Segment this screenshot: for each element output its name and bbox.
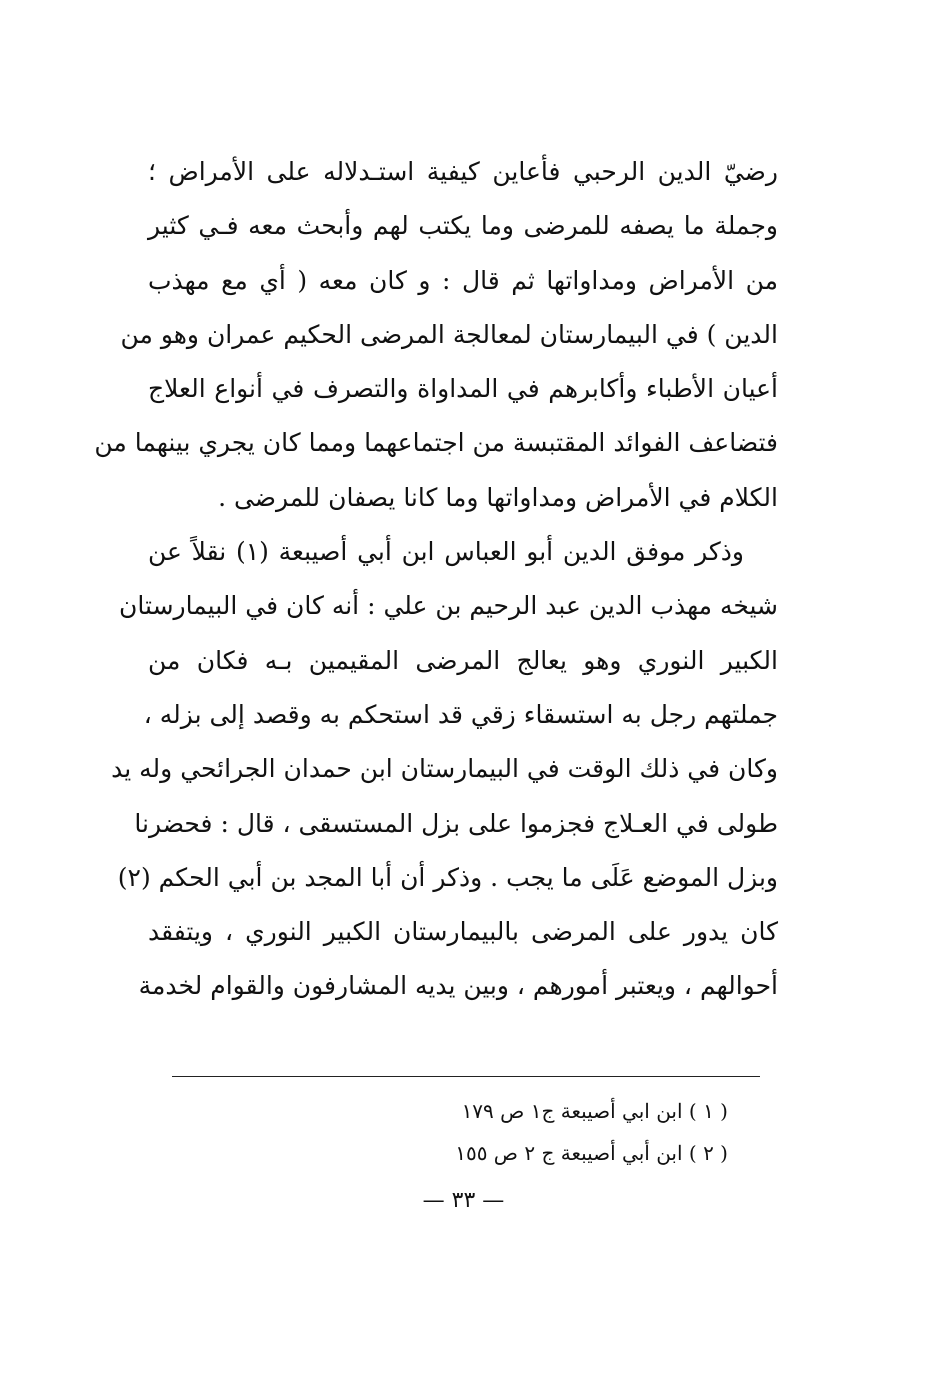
text-line: أعيان الأطباء وأكابرهم في المداواة والتصرف في أنواع العلاج <box>148 374 778 404</box>
text-line: رضيّ الدين الرحبي فأعاين كيفية استـدلاله على الأمراض ؛ <box>148 157 778 186</box>
footnotes <box>172 1090 728 1174</box>
page-number: — ٣٣ — <box>422 1188 505 1213</box>
main-text <box>94 145 778 1014</box>
text-line: شيخه مهذب الدين عبد الرحيم بن علي : أنه كان في البيمارستان <box>119 591 778 621</box>
text-line: كان يدور على المرضى بالبيمارستان الكبير النوري ، ويتفقد <box>148 917 778 947</box>
text-line: الكبير النوري وهو يعالج المرضى المقيمين بـه فكان من <box>148 645 778 675</box>
footnote-divider <box>172 1076 760 1077</box>
text-line: وبزل الموضع عَلَى ما يجب . وذكر أن أبا المجد بن أبي الحكم (٢) <box>117 862 778 892</box>
text-line: من الأمراض ومداواتها ثم قال : و كان معه ( أي مع مهذب <box>148 265 778 295</box>
paragraph-start-line: وذكر موفق الدين أبو العباس ابن أبي أصيبعة (١) نقلاً عن <box>148 537 744 567</box>
text-line: فتضاعف الفوائد المقتبسة من اجتماعهما ومما كان يجري بينهما من <box>94 428 778 458</box>
text-line: وكان في ذلك الوقت في البيمارستان ابن حمدان الجرائحي وله يد <box>111 754 778 784</box>
footnote-1: ( ١ ) ابن ابي أصيبعة ج١ ص ١٧٩ <box>461 1099 728 1123</box>
text-line: طولى في العـلاج فجزموا على بزل المستسقى ، قال : فحضرنا <box>134 808 778 838</box>
text-line: الكلام في الأمراض ومداواتها وما كانا يصفان للمرضى . <box>218 482 778 512</box>
footnote-2: ( ٢ ) ابن أبي أصيبعة ج ٢ ص ١٥٥ <box>455 1141 728 1165</box>
text-line: أحوالهم ، ويعتبر أمورهم ، وبين يديه المشارفون والقوام لخدمة <box>138 971 778 1001</box>
text-line: جملتهم رجل به استسقاء زقي قد استحكم به وقصد إلى بزله ، <box>143 699 778 729</box>
text-line: الدين ) في البيمارستان لمعالجة المرضى الحكيم عمران وهو من <box>120 319 778 349</box>
text-line: وجملة ما يصفه للمرضى وما يكتب لهم وأبحث معه فـي كثير <box>148 211 778 241</box>
